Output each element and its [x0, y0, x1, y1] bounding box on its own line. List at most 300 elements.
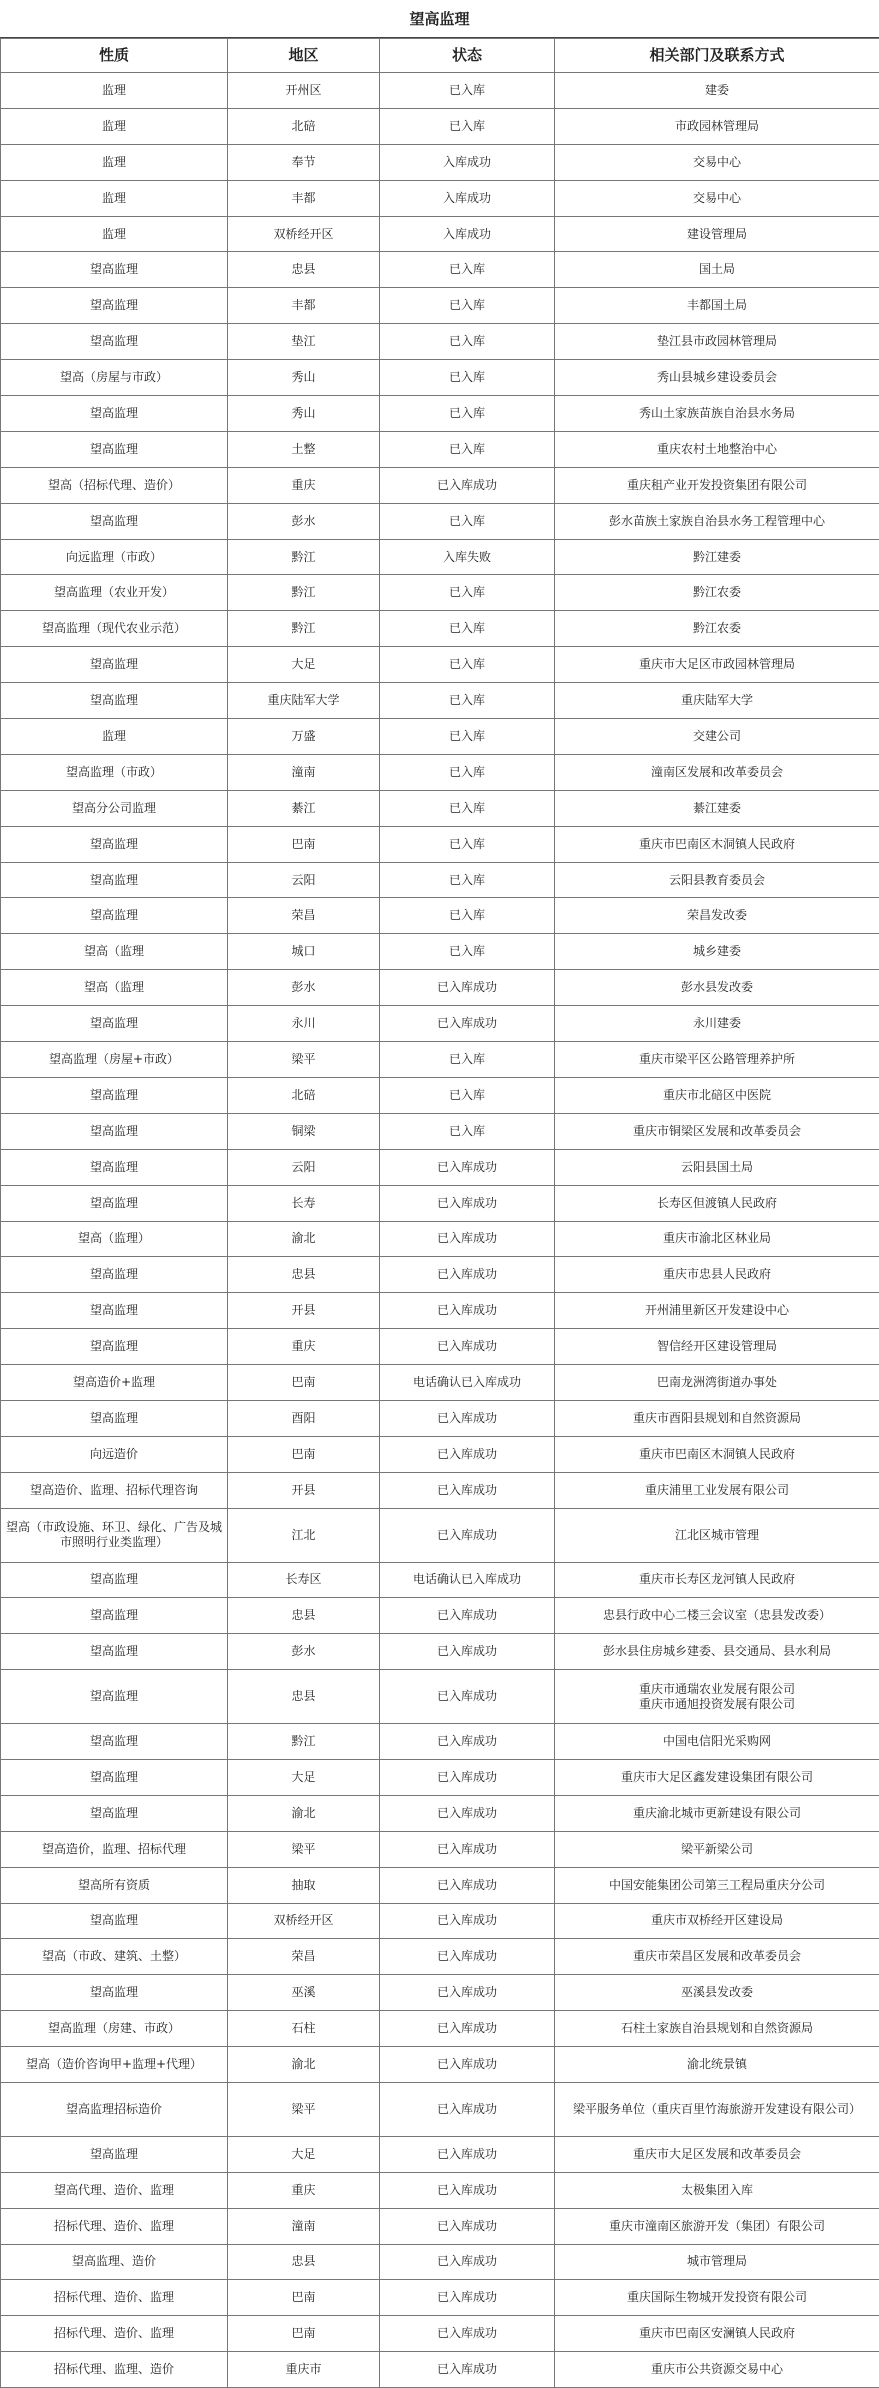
cell-region [228, 396, 380, 432]
cell-text: 监理 [4, 119, 224, 134]
cell-text: 万盛 [231, 729, 376, 744]
cell-text: 已入库 [383, 657, 551, 672]
cell-text: 云阳 [231, 1160, 376, 1175]
table-row [1, 826, 879, 862]
cell-text: 望高监理 [4, 1734, 224, 1749]
cell-department [555, 360, 879, 396]
cell-nature [1, 539, 228, 575]
cell-region [228, 1795, 380, 1831]
cell-text: 重庆浦里工业发展有限公司 [558, 1483, 876, 1498]
cell-region [228, 1472, 380, 1508]
table-row [1, 144, 879, 180]
cell-department [555, 826, 879, 862]
cell-nature [1, 2208, 228, 2244]
cell-department [555, 898, 879, 934]
table-row [1, 539, 879, 575]
cell-nature [1, 73, 228, 109]
cell-text: 铜梁 [231, 1124, 376, 1139]
cell-text: 望高监理 [4, 1985, 224, 2000]
cell-text: 望高（招标代理、造价） [4, 478, 224, 493]
table-row [1, 862, 879, 898]
cell-region [228, 2352, 380, 2388]
cell-region [228, 360, 380, 396]
cell-department [555, 1867, 879, 1903]
cell-text: 开县 [231, 1303, 376, 1318]
cell-text: 巴南 [231, 2326, 376, 2341]
cell-text: 望高（监理 [4, 980, 224, 995]
cell-text: 太极集团入库 [558, 2183, 876, 2198]
cell-department [555, 1113, 879, 1149]
cell-department [555, 790, 879, 826]
cell-department [555, 2172, 879, 2208]
cell-text: 已入库成功 [383, 2102, 551, 2117]
cell-status [380, 611, 555, 647]
cell-status [380, 216, 555, 252]
cell-text: 渝北 [231, 1231, 376, 1246]
table-row [1, 1185, 879, 1221]
table-row [1, 73, 879, 109]
cell-department [555, 324, 879, 360]
cell-text: 大足 [231, 657, 376, 672]
cell-text: 已入库成功 [383, 980, 551, 995]
table-row [1, 1006, 879, 1042]
cell-text: 已入库 [383, 1088, 551, 1103]
cell-text: 彭水 [231, 514, 376, 529]
cell-text: 重庆市巴南区木洞镇人民政府 [558, 837, 876, 852]
cell-text: 开州区 [231, 83, 376, 98]
cell-text: 忠县 [231, 1689, 376, 1704]
cell-nature [1, 934, 228, 970]
table-row [1, 2172, 879, 2208]
cell-status [380, 1598, 555, 1634]
cell-department [555, 108, 879, 144]
cell-text: 城市管理局 [558, 2254, 876, 2269]
cell-text: 重庆 [231, 1339, 376, 1354]
cell-nature [1, 1329, 228, 1365]
table-row [1, 324, 879, 360]
cell-department [555, 1185, 879, 1221]
cell-nature [1, 719, 228, 755]
cell-text: 望高监理（市政） [4, 765, 224, 780]
cell-text: 已入库 [383, 621, 551, 636]
cell-text: 双桥经开区 [231, 227, 376, 242]
cell-text: 巴南 [231, 837, 376, 852]
cell-department [555, 647, 879, 683]
cell-text: 秀山县城乡建设委员会 [558, 370, 876, 385]
cell-nature [1, 683, 228, 719]
cell-text: 潼南区发展和改革委员会 [558, 765, 876, 780]
table-body [1, 73, 879, 2388]
table-row [1, 754, 879, 790]
table-row [1, 1149, 879, 1185]
cell-text: 綦江 [231, 801, 376, 816]
cell-department [555, 2047, 879, 2083]
table-row [1, 934, 879, 970]
cell-nature [1, 790, 228, 826]
cell-text: 已入库成功 [383, 1267, 551, 1282]
cell-nature [1, 2136, 228, 2172]
cell-region [228, 1508, 380, 1562]
cell-text: 已入库 [383, 262, 551, 277]
cell-status [380, 1795, 555, 1831]
cell-region [228, 1113, 380, 1149]
cell-text: 望高监理（农业开发） [4, 585, 224, 600]
table-row [1, 719, 879, 755]
cell-text: 巴南 [231, 2290, 376, 2305]
cell-department [555, 1670, 879, 1724]
cell-text: 城乡建委 [558, 944, 876, 959]
cell-text: 望高造价、监理、招标代理咨询 [4, 1483, 224, 1498]
table-row [1, 2244, 879, 2280]
cell-nature [1, 1077, 228, 1113]
cell-text: 已入库成功 [383, 1160, 551, 1175]
cell-department [555, 2136, 879, 2172]
cell-department [555, 252, 879, 288]
cell-status [380, 1329, 555, 1365]
cell-text: 土整 [231, 442, 376, 457]
cell-text: 望高监理 [4, 1339, 224, 1354]
cell-nature [1, 611, 228, 647]
cell-text: 国土局 [558, 262, 876, 277]
cell-region [228, 898, 380, 934]
cell-text: 望高监理 [4, 693, 224, 708]
cell-text: 黔江 [231, 1734, 376, 1749]
cell-text: 已入库 [383, 406, 551, 421]
cell-text: 重庆市渝北区林业局 [558, 1231, 876, 1246]
cell-region [228, 252, 380, 288]
table-row [1, 1598, 879, 1634]
cell-text: 石柱 [231, 2021, 376, 2036]
cell-status [380, 1185, 555, 1221]
cell-text: 已入库 [383, 1124, 551, 1139]
cell-text: 重庆市铜梁区发展和改革委员会 [558, 1124, 876, 1139]
table-row [1, 1077, 879, 1113]
cell-status [380, 1939, 555, 1975]
table-row [1, 1508, 879, 1562]
cell-text: 已入库成功 [383, 2326, 551, 2341]
table-row [1, 1472, 879, 1508]
cell-department [555, 1795, 879, 1831]
table-row [1, 1867, 879, 1903]
table-row [1, 360, 879, 396]
cell-department [555, 719, 879, 755]
table-row [1, 1724, 879, 1760]
table-row [1, 1939, 879, 1975]
cell-status [380, 1831, 555, 1867]
cell-text: 已入库成功 [383, 2183, 551, 2198]
cell-text: 黔江农委 [558, 621, 876, 636]
cell-department [555, 216, 879, 252]
cell-region [228, 467, 380, 503]
table-row [1, 1293, 879, 1329]
cell-text: 已入库成功 [383, 1842, 551, 1857]
cell-text: 重庆市双桥经开区建设局 [558, 1913, 876, 1928]
cell-text: 入库成功 [383, 227, 551, 242]
cell-department [555, 1472, 879, 1508]
table-row [1, 216, 879, 252]
cell-text: 已入库 [383, 83, 551, 98]
cell-region [228, 719, 380, 755]
cell-department [555, 1634, 879, 1670]
cell-text: 重庆渝北城市更新建设有限公司 [558, 1806, 876, 1821]
cell-nature [1, 503, 228, 539]
cell-text: 巴南 [231, 1375, 376, 1390]
table-row [1, 252, 879, 288]
cell-text: 已入库成功 [383, 1734, 551, 1749]
table-row [1, 1670, 879, 1724]
cell-region [228, 2172, 380, 2208]
cell-text: 石柱土家族自治县规划和自然资源局 [558, 2021, 876, 2036]
cell-region [228, 647, 380, 683]
cell-status [380, 2244, 555, 2280]
cell-department [555, 2280, 879, 2316]
cell-status [380, 1113, 555, 1149]
cell-region [228, 1975, 380, 2011]
cell-text: 望高监理 [4, 334, 224, 349]
cell-text: 已入库成功 [383, 2057, 551, 2072]
cell-nature [1, 1042, 228, 1078]
cell-region [228, 934, 380, 970]
cell-nature [1, 108, 228, 144]
cell-nature [1, 431, 228, 467]
cell-text: 云阳县国土局 [558, 1160, 876, 1175]
cell-department [555, 1562, 879, 1598]
cell-text: 彭水县发改委 [558, 980, 876, 995]
cell-text: 望高（市政、建筑、土整） [4, 1949, 224, 1964]
cell-department [555, 467, 879, 503]
cell-text: 彭水 [231, 1644, 376, 1659]
table-row [1, 647, 879, 683]
cell-text: 望高监理 [4, 1689, 224, 1704]
cell-text: 望高（造价咨询甲+监理+代理） [4, 2057, 224, 2072]
cell-status [380, 1436, 555, 1472]
cell-text: 望高监理 [4, 2147, 224, 2162]
cell-text: 已入库成功 [383, 1608, 551, 1623]
cell-text: 彭水县住房城乡建委、县交通局、县水利局 [558, 1644, 876, 1659]
cell-region [228, 216, 380, 252]
header-nature: 性质 [1, 39, 228, 73]
cell-nature [1, 1939, 228, 1975]
cell-department [555, 431, 879, 467]
cell-region [228, 431, 380, 467]
cell-text: 已入库成功 [383, 1528, 551, 1543]
cell-department [555, 1724, 879, 1760]
cell-text: 已入库 [383, 1052, 551, 1067]
cell-text: 已入库成功 [383, 1949, 551, 1964]
cell-text: 入库失败 [383, 550, 551, 565]
cell-text: 建委 [558, 83, 876, 98]
table-row [1, 1903, 879, 1939]
table-row [1, 2082, 879, 2136]
cell-department [555, 73, 879, 109]
cell-text: 监理 [4, 83, 224, 98]
cell-department [555, 2011, 879, 2047]
cell-nature [1, 1365, 228, 1401]
cell-region [228, 790, 380, 826]
cell-nature [1, 575, 228, 611]
cell-region [228, 2047, 380, 2083]
cell-nature [1, 2082, 228, 2136]
cell-status [380, 2316, 555, 2352]
cell-text: 望高监理 [4, 1160, 224, 1175]
cell-text: 重庆市潼南区旅游开发（集团）有限公司 [558, 2219, 876, 2234]
cell-nature [1, 1598, 228, 1634]
cell-region [228, 826, 380, 862]
cell-department [555, 1975, 879, 2011]
cell-text: 已入库 [383, 370, 551, 385]
cell-nature [1, 1562, 228, 1598]
table-row [1, 288, 879, 324]
cell-nature [1, 2316, 228, 2352]
cell-text: 向远造价 [4, 1447, 224, 1462]
cell-text: 已入库 [383, 873, 551, 888]
cell-region [228, 1939, 380, 1975]
cell-text: 建设管理局 [558, 227, 876, 242]
cell-nature [1, 1867, 228, 1903]
table-row [1, 1113, 879, 1149]
cell-text: 长寿 [231, 1196, 376, 1211]
cell-text: 电话确认已入库成功 [383, 1572, 551, 1587]
cell-status [380, 1149, 555, 1185]
cell-text: 望高监理（房屋+市政） [4, 1052, 224, 1067]
cell-status [380, 1257, 555, 1293]
cell-region [228, 1598, 380, 1634]
cell-text: 重庆 [231, 478, 376, 493]
table-row [1, 1221, 879, 1257]
cell-text: 渝北 [231, 1806, 376, 1821]
cell-text: 已入库 [383, 442, 551, 457]
table-row [1, 431, 879, 467]
cell-text: 丰都 [231, 298, 376, 313]
cell-status [380, 2280, 555, 2316]
cell-region [228, 1670, 380, 1724]
table-row [1, 790, 879, 826]
cell-department [555, 1293, 879, 1329]
cell-text: 重庆 [231, 2183, 376, 2198]
cell-text: 望高监理 [4, 873, 224, 888]
cell-text: 交建公司 [558, 729, 876, 744]
cell-text: 忠县行政中心二楼三会议室（忠县发改委） [558, 1608, 876, 1623]
cell-department [555, 1759, 879, 1795]
cell-text: 綦江建委 [558, 801, 876, 816]
cell-status [380, 2136, 555, 2172]
cell-department [555, 1042, 879, 1078]
cell-region [228, 73, 380, 109]
cell-text: 交易中心 [558, 155, 876, 170]
cell-status [380, 1221, 555, 1257]
cell-text: 望高监理 [4, 1124, 224, 1139]
cell-text: 望高造价+监理 [4, 1375, 224, 1390]
cell-region [228, 1042, 380, 1078]
cell-text: 望高监理（现代农业示范） [4, 621, 224, 636]
cell-text: 交易中心 [558, 191, 876, 206]
cell-text: 招标代理、监理、造价 [4, 2362, 224, 2377]
table-row [1, 2011, 879, 2047]
cell-text: 望高监理 [4, 1411, 224, 1426]
cell-region [228, 2208, 380, 2244]
cell-text: 已入库成功 [383, 2021, 551, 2036]
table-row [1, 467, 879, 503]
cell-text: 已入库 [383, 801, 551, 816]
cell-region [228, 1365, 380, 1401]
cell-status [380, 396, 555, 432]
cell-text: 招标代理、造价、监理 [4, 2290, 224, 2305]
cell-text: 望高监理 [4, 1572, 224, 1587]
cell-nature [1, 2047, 228, 2083]
cell-text: 双桥经开区 [231, 1913, 376, 1928]
cell-text: 大足 [231, 2147, 376, 2162]
cell-nature [1, 360, 228, 396]
cell-status [380, 1006, 555, 1042]
cell-text: 梁平 [231, 2102, 376, 2117]
cell-text: 梁平新梁公司 [558, 1842, 876, 1857]
cell-department [555, 2082, 879, 2136]
cell-nature [1, 467, 228, 503]
cell-status [380, 2082, 555, 2136]
cell-text: 永川 [231, 1016, 376, 1031]
cell-department [555, 2352, 879, 2388]
cell-text: 已入库 [383, 944, 551, 959]
table-row [1, 898, 879, 934]
cell-status [380, 1293, 555, 1329]
cell-text: 已入库成功 [383, 2362, 551, 2377]
cell-text: 重庆国际生物城开发投资有限公司 [558, 2290, 876, 2305]
cell-region [228, 324, 380, 360]
cell-text: 已入库成功 [383, 1770, 551, 1785]
cell-department [555, 611, 879, 647]
cell-text: 梁平 [231, 1842, 376, 1857]
cell-text: 重庆市 [231, 2362, 376, 2377]
cell-text: 望高监理 [4, 1913, 224, 1928]
cell-status [380, 1670, 555, 1724]
cell-department [555, 1831, 879, 1867]
header-status: 状态 [380, 39, 555, 73]
cell-department [555, 970, 879, 1006]
cell-text: 望高（市政设施、环卫、绿化、广告及城市照明行业类监理） [4, 1520, 224, 1550]
cell-text: 重庆市荣昌区发展和改革委员会 [558, 1949, 876, 1964]
cell-text: 垫江县市政园林管理局 [558, 334, 876, 349]
cell-text: 大足 [231, 1770, 376, 1785]
cell-text: 望高监理 [4, 1644, 224, 1659]
cell-nature [1, 898, 228, 934]
cell-text: 已入库 [383, 693, 551, 708]
cell-text: 已入库 [383, 837, 551, 852]
table-row [1, 575, 879, 611]
cell-text: 已入库成功 [383, 1231, 551, 1246]
cell-nature [1, 144, 228, 180]
cell-status [380, 1508, 555, 1562]
header-department: 相关部门及联系方式 [555, 39, 879, 73]
cell-text: 望高（监理） [4, 1231, 224, 1246]
cell-text: 望高监理 [4, 1196, 224, 1211]
cell-text: 已入库 [383, 514, 551, 529]
cell-status [380, 1903, 555, 1939]
cell-text: 重庆市长寿区龙河镇人民政府 [558, 1572, 876, 1587]
table-row [1, 611, 879, 647]
cell-region [228, 1831, 380, 1867]
cell-text: 秀山土家族苗族自治县水务局 [558, 406, 876, 421]
cell-nature [1, 288, 228, 324]
cell-text: 望高造价，监理、招标代理 [4, 1842, 224, 1857]
cell-text: 入库成功 [383, 155, 551, 170]
cell-status [380, 324, 555, 360]
cell-text: 望高（监理 [4, 944, 224, 959]
cell-status [380, 2352, 555, 2388]
cell-text: 重庆市酉阳县规划和自然资源局 [558, 1411, 876, 1426]
cell-status [380, 108, 555, 144]
table-row [1, 2352, 879, 2388]
table-row [1, 2208, 879, 2244]
